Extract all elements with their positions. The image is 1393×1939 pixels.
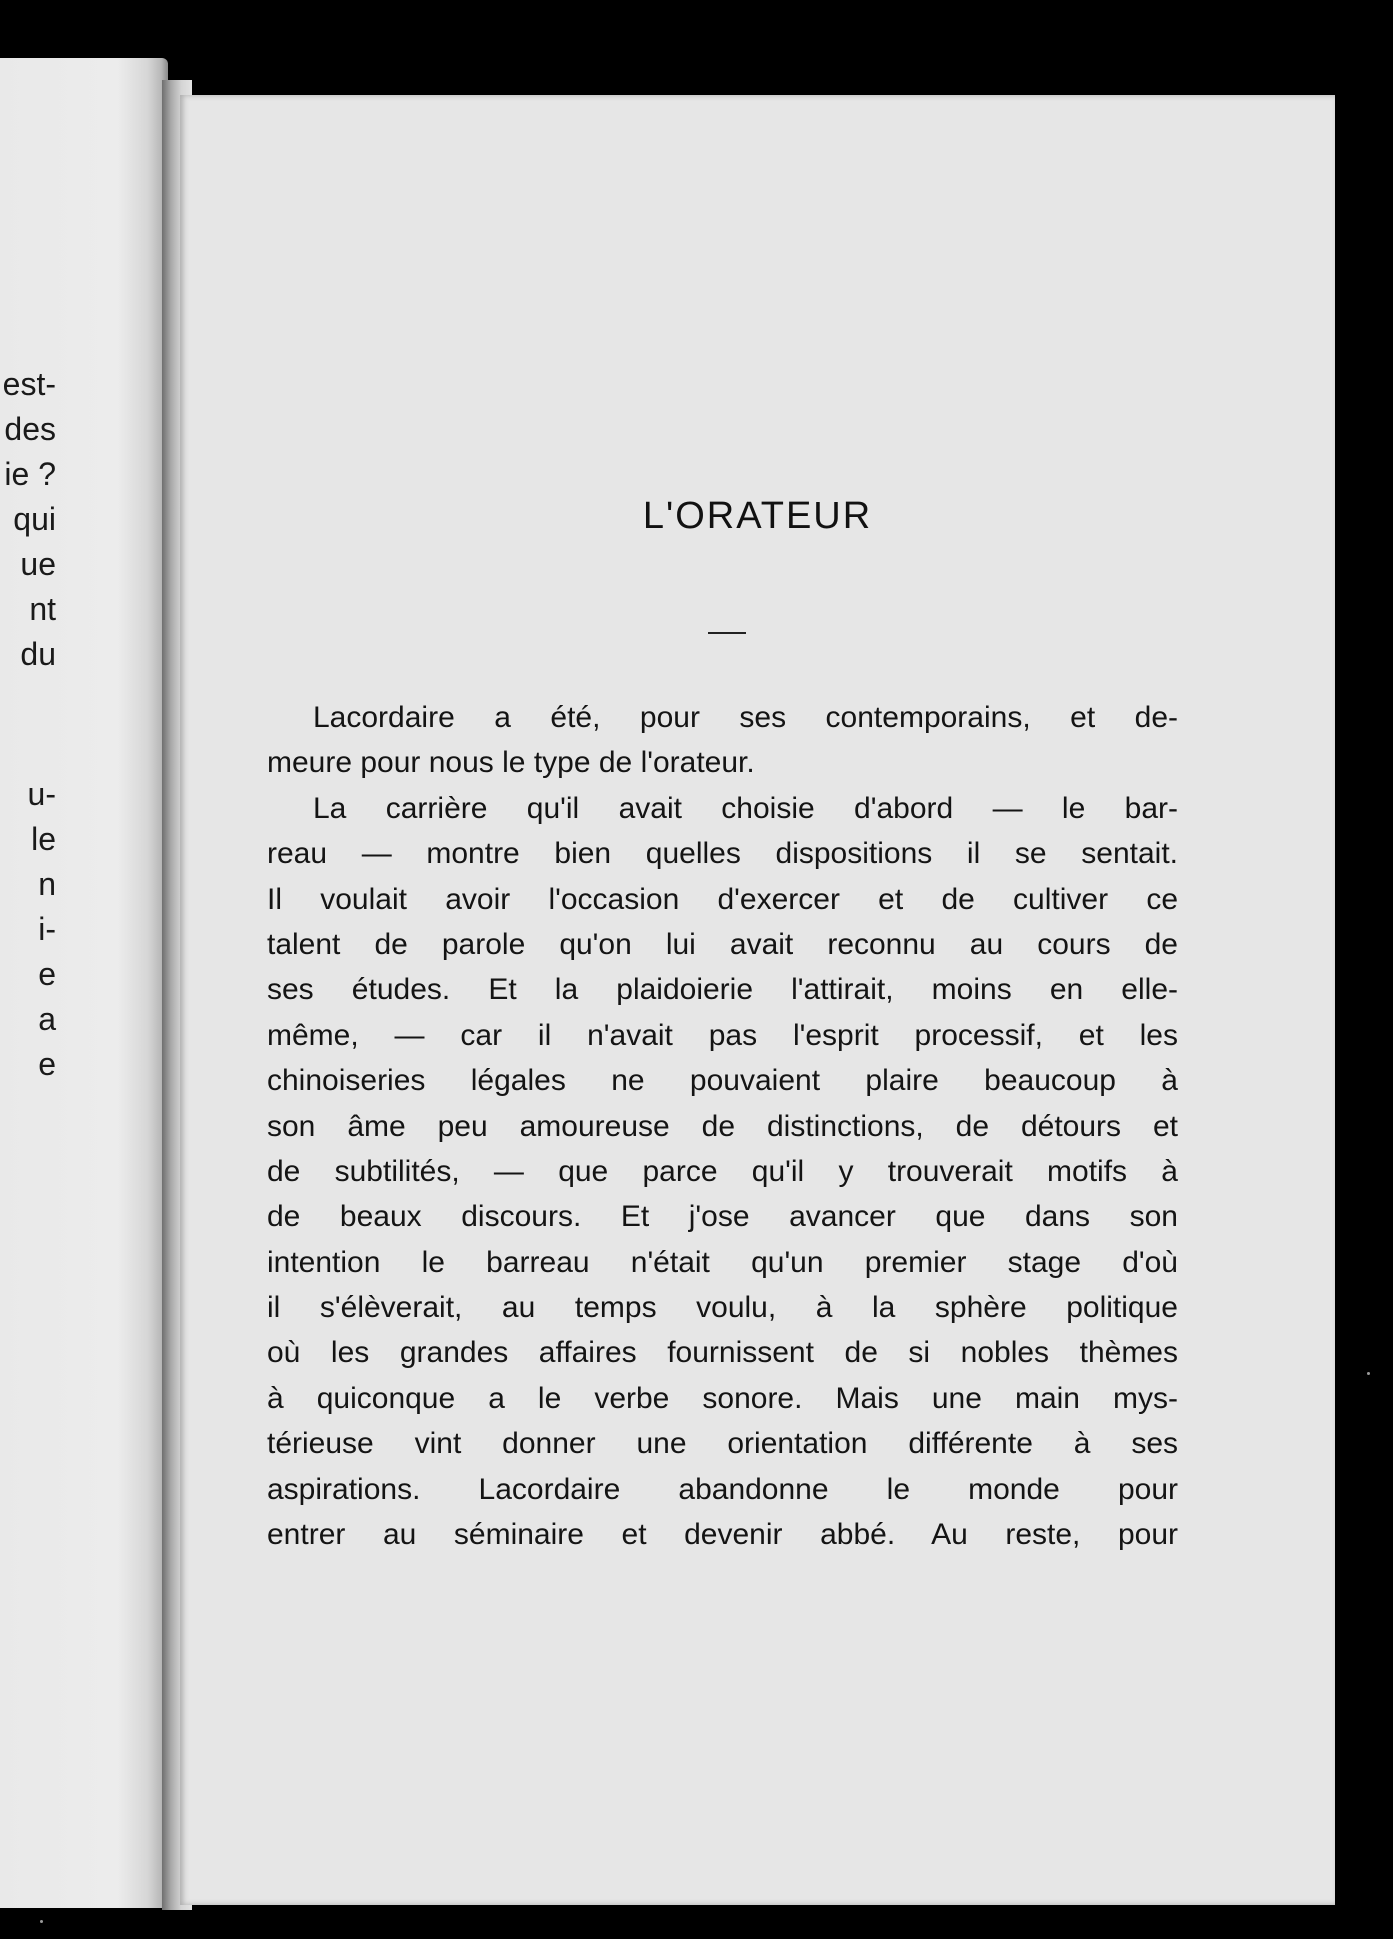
left-page-fragment: le xyxy=(31,821,56,857)
text-line: Lacordaire a été, pour ses contemporains, et de- xyxy=(313,701,1178,734)
left-page-fragment: ie ? xyxy=(4,456,56,492)
body-text xyxy=(267,695,1178,1557)
text-line: même, — car il n'avait pas l'esprit processif, et les xyxy=(267,1018,1178,1052)
text-line: La carrière qu'il avait choisie d'abord — le bar- xyxy=(313,791,1178,825)
text-line: meure pour nous le type de l'orateur. xyxy=(267,746,755,780)
text-line: de beaux discours. Et j'ose avancer que dans son xyxy=(267,1200,1178,1234)
left-facing-page xyxy=(0,58,168,1908)
left-page-fragment: u- xyxy=(27,776,56,812)
text-line: ses études. Et la plaidoierie l'attirait, moins en elle- xyxy=(267,973,1178,1007)
left-page-fragment: des xyxy=(4,411,56,447)
title-rule xyxy=(708,632,746,634)
text-line: reau — montre bien quelles dispositions il se sentait. xyxy=(267,837,1178,871)
chapter-title: L'ORATEUR xyxy=(642,495,873,537)
left-page-fragment: e xyxy=(38,956,56,992)
left-page-fragment: a xyxy=(38,1001,56,1037)
text-line: intention le barreau n'était qu'un premier stage d'où xyxy=(267,1245,1178,1279)
text-line: entrer au séminaire et devenir abbé. Au reste, pour xyxy=(267,1518,1178,1552)
text-line: son âme peu amoureuse de distinctions, de détours et xyxy=(267,1109,1178,1143)
left-page-fragment: n xyxy=(38,866,56,902)
text-line: il s'élèverait, au temps voulu, à la sphère politique xyxy=(267,1291,1178,1325)
dust-speck xyxy=(40,1920,43,1923)
left-page-fragment: e xyxy=(38,1046,56,1082)
left-page-fragment: est- xyxy=(2,366,56,402)
text-line: de subtilités, — que parce qu'il y trouverait motifs à xyxy=(267,1154,1178,1188)
dust-speck xyxy=(1367,1372,1370,1375)
text-line: aspirations. Lacordaire abandonne le monde pour xyxy=(267,1472,1178,1506)
text-line: à quiconque a le verbe sonore. Mais une main mys- xyxy=(267,1381,1178,1415)
left-page-fragment: du xyxy=(20,636,56,672)
left-page-fragment: qui xyxy=(13,501,56,537)
right-book-page xyxy=(180,95,1335,1905)
text-line: talent de parole qu'on lui avait reconnu au cours de xyxy=(267,927,1178,961)
text-line: chinoiseries légales ne pouvaient plaire beaucoup à xyxy=(267,1064,1178,1098)
text-line: Il voulait avoir l'occasion d'exercer et de cultiver ce xyxy=(267,882,1178,916)
text-line: térieuse vint donner une orientation différente à ses xyxy=(267,1427,1178,1461)
left-page-fragment: nt xyxy=(29,591,56,627)
left-page-fragment: ue xyxy=(20,546,56,582)
text-line: où les grandes affaires fournissent de si nobles thèmes xyxy=(267,1336,1178,1370)
left-page-fragment: i- xyxy=(38,911,56,947)
